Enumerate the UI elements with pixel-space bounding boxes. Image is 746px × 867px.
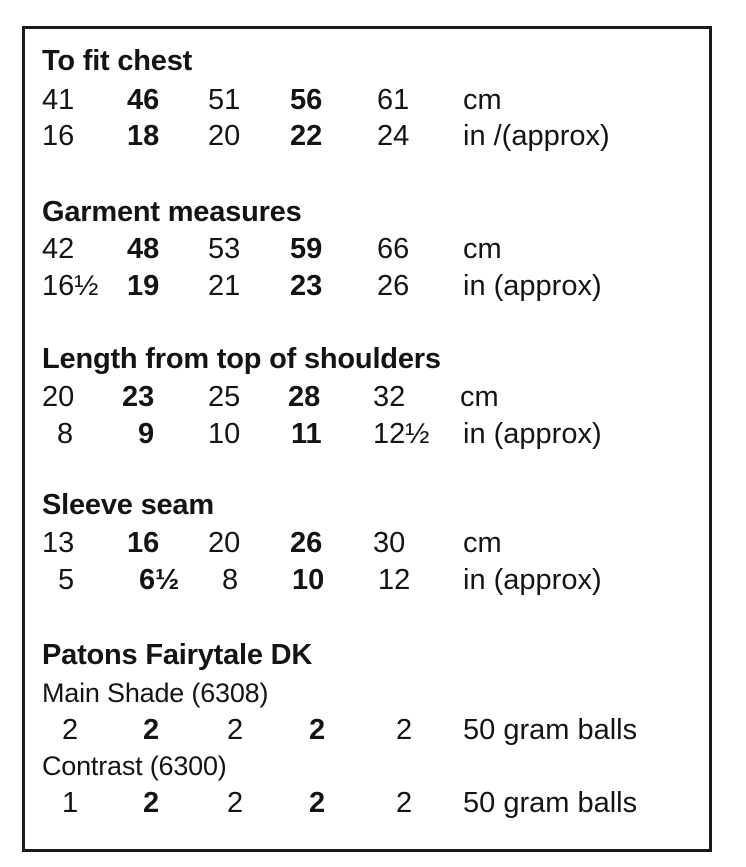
value: 51 — [208, 84, 241, 116]
unit-label: in /(approx) — [463, 120, 610, 152]
unit-label: cm — [460, 381, 499, 413]
yarn-heading: Patons Fairytale DK — [42, 639, 313, 671]
value: 2 — [309, 787, 326, 819]
value: 20 — [208, 527, 241, 559]
measure-row — [0, 118, 746, 154]
value: 42 — [42, 233, 75, 265]
value: 56 — [290, 84, 323, 116]
yarn-row — [0, 712, 746, 748]
value: 5 — [58, 564, 75, 596]
value: 1 — [62, 787, 79, 819]
value: 2 — [396, 714, 413, 746]
value: 2 — [143, 714, 160, 746]
value: 6½ — [139, 564, 180, 596]
value: 46 — [127, 84, 160, 116]
value: 41 — [42, 84, 75, 116]
section-heading: Sleeve seam — [42, 489, 214, 521]
value: 8 — [57, 418, 74, 450]
value: 32 — [373, 381, 406, 413]
unit-label: in (approx) — [463, 270, 602, 302]
value: 48 — [127, 233, 160, 265]
section-heading: To fit chest — [42, 45, 193, 77]
value: 23 — [290, 270, 323, 302]
value: 59 — [290, 233, 323, 265]
value: 16 — [127, 527, 160, 559]
shade-label: Main Shade (6308) — [42, 678, 269, 708]
value: 2 — [309, 714, 326, 746]
unit-label: cm — [463, 84, 502, 116]
value: 16½ — [42, 270, 99, 302]
value: 20 — [208, 120, 241, 152]
value: 2 — [62, 714, 79, 746]
measure-row — [0, 82, 746, 118]
value: 26 — [377, 270, 410, 302]
measure-row — [0, 231, 746, 267]
value: 66 — [377, 233, 410, 265]
value: 21 — [208, 270, 241, 302]
unit-label: 50 gram balls — [463, 714, 638, 746]
unit-label: 50 gram balls — [463, 787, 638, 819]
value: 30 — [373, 527, 406, 559]
value: 13 — [42, 527, 75, 559]
value: 61 — [377, 84, 410, 116]
value: 18 — [127, 120, 160, 152]
value: 26 — [290, 527, 323, 559]
measure-row — [0, 525, 746, 561]
value: 2 — [396, 787, 413, 819]
value: 12 — [378, 564, 411, 596]
measure-row — [0, 268, 746, 304]
value: 10 — [292, 564, 325, 596]
value: 2 — [227, 714, 244, 746]
value: 9 — [138, 418, 155, 450]
measure-row — [0, 379, 746, 415]
value: 16 — [42, 120, 75, 152]
unit-label: in (approx) — [463, 564, 602, 596]
value: 19 — [127, 270, 160, 302]
measure-row — [0, 416, 746, 452]
value: 23 — [122, 381, 155, 413]
unit-label: cm — [463, 527, 502, 559]
value: 28 — [288, 381, 321, 413]
measure-row — [0, 562, 746, 598]
unit-label: cm — [463, 233, 502, 265]
value: 53 — [208, 233, 241, 265]
yarn-row — [0, 785, 746, 821]
section-heading: Garment measures — [42, 196, 302, 228]
unit-label: in (approx) — [463, 418, 602, 450]
value: 20 — [42, 381, 75, 413]
shade-label: Contrast (6300) — [42, 751, 227, 781]
value: 25 — [208, 381, 241, 413]
value: 24 — [377, 120, 410, 152]
value: 12½ — [373, 418, 430, 450]
value: 11 — [291, 418, 322, 450]
value: 2 — [227, 787, 244, 819]
value: 8 — [222, 564, 239, 596]
value: 10 — [208, 418, 241, 450]
section-heading: Length from top of shoulders — [42, 343, 441, 375]
value: 2 — [143, 787, 160, 819]
value: 22 — [290, 120, 323, 152]
